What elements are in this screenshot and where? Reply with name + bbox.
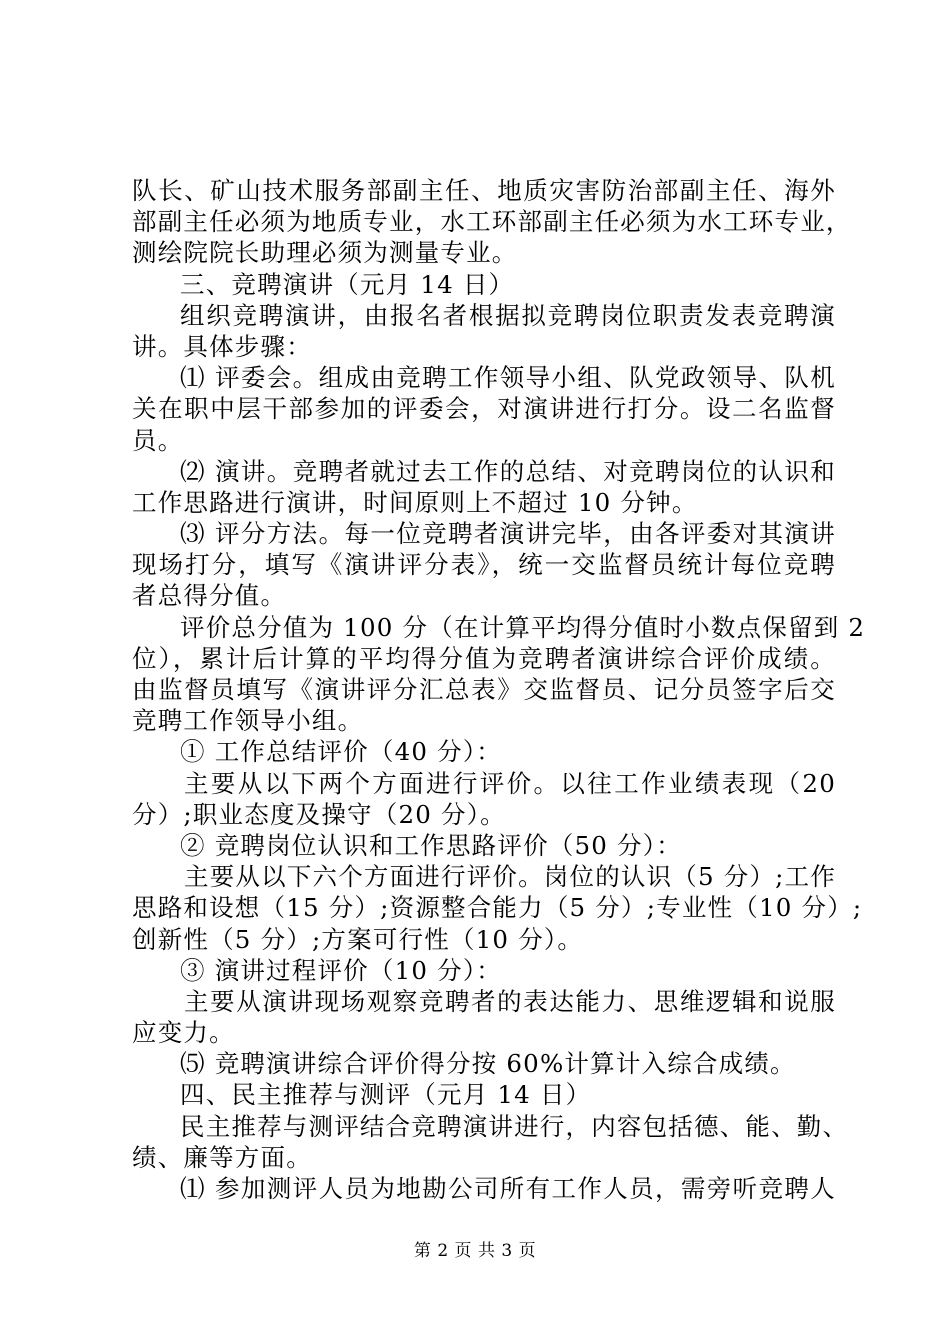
text-line: 现场打分，填写《演讲评分表》，统一交监督员统计每位竞聘 xyxy=(132,550,836,580)
text-line: 竞聘工作领导小组。 xyxy=(132,706,364,736)
text-line: ⑴ 评委会。组成由竞聘工作领导小组、队党政领导、队机 xyxy=(180,363,836,393)
text-line: 绩、廉等方面。 xyxy=(132,1142,312,1172)
text-line: 员。 xyxy=(132,425,184,455)
text-line: 者总得分值。 xyxy=(132,581,287,611)
text-line: ① 工作总结评价（40 分）： xyxy=(180,737,502,767)
text-line: 应变力。 xyxy=(132,1018,235,1048)
text-line: 民主推荐与测评结合竞聘演讲进行，内容包括德、能、勤、 xyxy=(180,1111,849,1141)
text-line: 主要从以下六个方面进行评价。岗位的认识（5 分）;工作 xyxy=(184,862,837,892)
text-line: 讲。具体步骤： xyxy=(132,331,312,361)
text-line: ⑸ 竞聘演讲综合评价得分按 60%计算计入综合成绩。 xyxy=(180,1049,796,1079)
text-line: 关在职中层干部参加的评委会，对演讲进行打分。设二名监督 xyxy=(132,394,836,424)
text-line: 三、竞聘演讲（元月 14 日） xyxy=(180,269,515,299)
text-line: ⑶ 评分方法。每一位竞聘者演讲完毕，由各评委对其演讲 xyxy=(180,519,836,549)
document-body xyxy=(132,175,866,1204)
text-line: 思路和设想（15 分）;资源整合能力（5 分）;专业性（10 分）; xyxy=(132,893,863,923)
text-line: 由监督员填写《演讲评分汇总表》交监督员、记分员签字后交 xyxy=(132,675,836,704)
text-line: ⑵ 演讲。竞聘者就过去工作的总结、对竞聘岗位的认识和 xyxy=(180,456,836,486)
text-line: ② 竞聘岗位认识和工作思路评价（50 分）： xyxy=(180,830,682,860)
text-line: 分）;职业态度及操守（20 分）。 xyxy=(132,799,506,829)
text-line: 队长、矿山技术服务部副主任、地质灾害防治部副主任、海外 xyxy=(132,176,836,205)
text-line: 创新性（5 分）;方案可行性（10 分）。 xyxy=(132,924,584,954)
text-line: 工作思路进行演讲，时间原则上不超过 10 分钟。 xyxy=(132,487,698,517)
text-line: 位），累计后计算的平均得分值为竞聘者演讲综合评价成绩。 xyxy=(132,643,836,673)
text-line: 组织竞聘演讲，由报名者根据拟竞聘岗位职责发表竞聘演 xyxy=(180,300,836,330)
text-line: 部副主任必须为地质专业，水工环部副主任必须为水工环专业， xyxy=(132,207,852,237)
text-line: 主要从演讲现场观察竞聘者的表达能力、思维逻辑和说服 xyxy=(184,986,836,1016)
text-line: 主要从以下两个方面进行评价。以往工作业绩表现（20 xyxy=(184,768,836,798)
text-line: ⑴ 参加测评人员为地勘公司所有工作人员，需旁听竞聘人 xyxy=(180,1174,836,1203)
text-line: 评价总分值为 100 分（在计算平均得分值时小数点保留到 2 xyxy=(180,612,866,642)
text-line: 四、民主推荐与测评（元月 14 日） xyxy=(180,1080,592,1110)
page-footer: 第 2 页 共 3 页 xyxy=(413,1241,537,1261)
text-line: 测绘院院长助理必须为测量专业。 xyxy=(132,238,518,268)
text-line: ③ 演讲过程评价（10 分）： xyxy=(180,955,502,985)
